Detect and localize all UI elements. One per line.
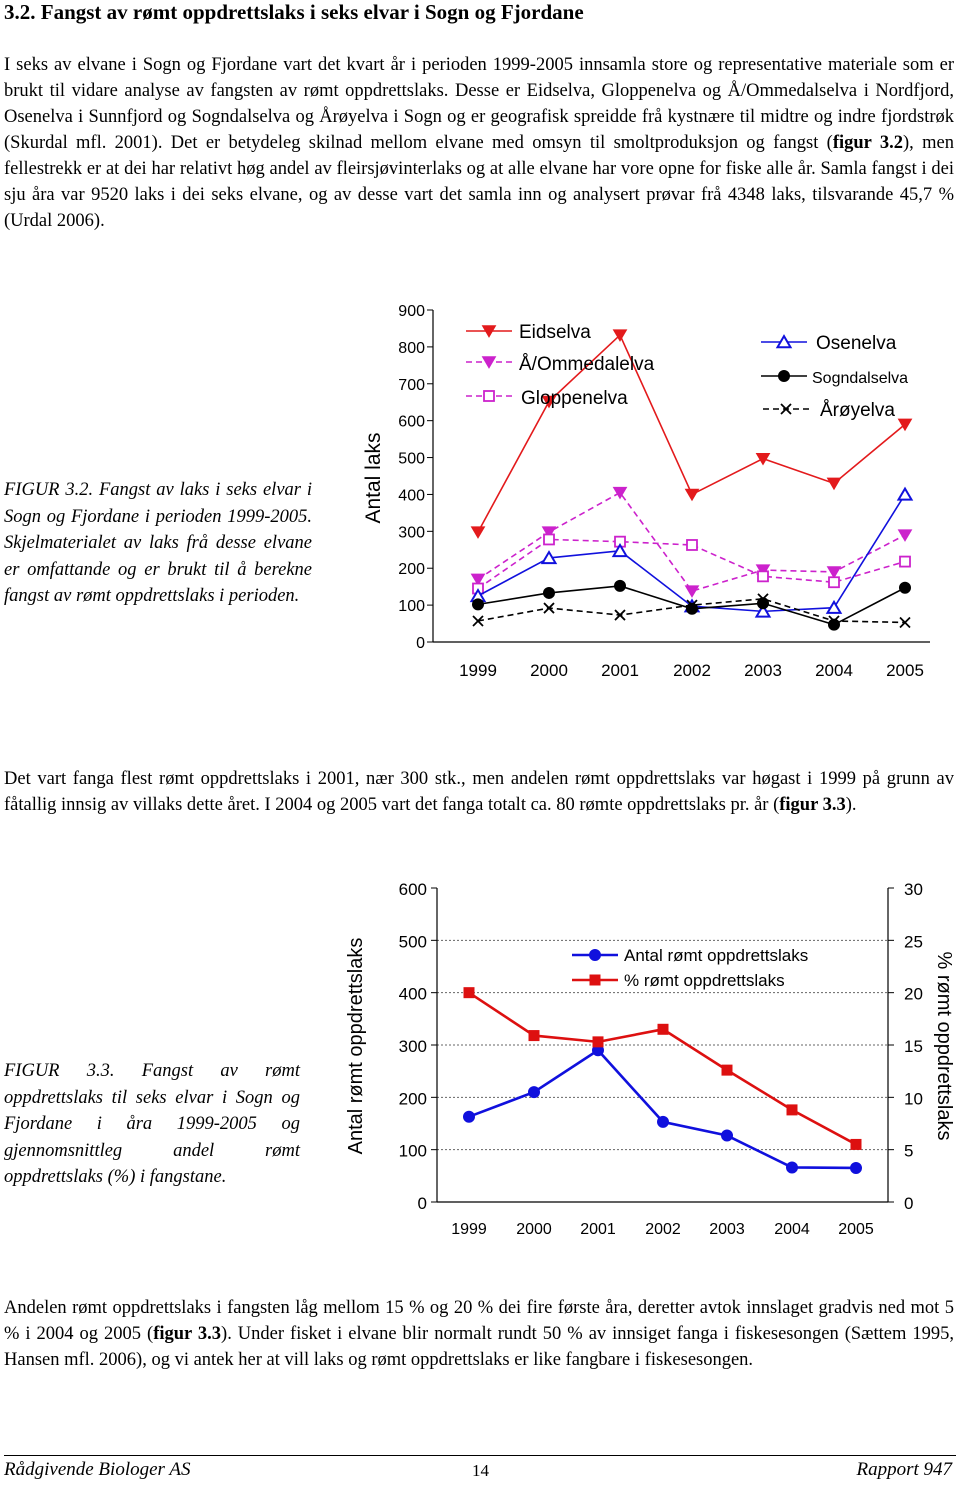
- y-tick-label: 500: [398, 450, 425, 468]
- legend-item: [572, 946, 808, 965]
- x-tick-label: 2005: [886, 661, 924, 680]
- y-tick-label: 100: [398, 598, 425, 616]
- figure-caption-3-2: FIGUR 3.2. Fangst av laks i seks elvar i Sogn og Fjordane i perioden 1999-2005. Skjelmaterialet av laks frå desse elvane er omfattande og er brukt til å berekne fangst av rømt oppdrettslaks i perioden.: [4, 480, 312, 606]
- y2-tick-label: 30: [904, 880, 923, 899]
- x-tick-label: 2004: [774, 1221, 810, 1238]
- legend-label: Sogndalselva: [812, 370, 909, 387]
- paragraph-text: ). Under fisket i elvane blir normalt rundt 50 % av innsiget fanga i fiskesesongen (Sættem 1995, Hansen mfl. 2006), og vi antek her at vill laks og rømt oppdrettslaks er like fangbare i fiskesesongen.: [4, 1324, 954, 1370]
- legend-label: Gloppenelva: [521, 388, 628, 409]
- x-tick-label: 1999: [459, 661, 497, 680]
- x-tick-label: 2004: [815, 661, 853, 680]
- y-tick-label: 700: [398, 376, 425, 394]
- legend-label: Eidselva: [519, 322, 591, 343]
- y-tick-label: 300: [398, 524, 425, 542]
- paragraph-share: [4, 1295, 954, 1373]
- paragraph-text: I seks av elvane i Sogn og Fjordane vart det kvart år i perioden 1999-2005 innsamla store og representative materiale som er brukt til vidare analyse av fangsten av rømt oppdrettslaks. Desse er Eidselva, Gloppenelva og Å/Ommedalselva i Nordfjord, Osenelva i Sunnfjord og Sogndalselva og Årøyelva i Sogn og er geografisk spreidde frå kystnære til midtre og indre fjordstrøk (Skurdal mfl. 2001). Det er betydeleg skilnad mellom elvane med omsyn til smoltproduksjon og fangst (: [4, 55, 954, 153]
- data-point: [787, 1105, 797, 1115]
- paragraph-text: ).: [845, 795, 857, 815]
- x-tick-label: 1999: [451, 1221, 487, 1238]
- data-point: [851, 1139, 861, 1149]
- data-point: [658, 1024, 668, 1034]
- figure-caption-3-3: FIGUR 3.3. Fangst av rømt oppdrettslaks til seks elvar i Sogn og Fjordane i åra 1999-2005 og gjennomsnittleg andel rømt oppdrettslaks (%) i fangstane.: [4, 1061, 300, 1187]
- y-tick-label: 100: [398, 1141, 427, 1161]
- legend-label: Å/Ommedalelva: [519, 354, 655, 375]
- y-axis-label: Antal rømt oppdrettslaks: [345, 937, 367, 1155]
- y-tick-label: 600: [398, 880, 427, 899]
- series-line: [469, 1050, 856, 1168]
- legend-label: Antal rømt oppdrettslaks: [624, 946, 809, 965]
- y-tick-label: 400: [398, 487, 425, 505]
- y-tick-label: 0: [417, 1194, 427, 1213]
- y-tick-label: 900: [398, 303, 425, 320]
- figure-reference: figur 3.3: [153, 1324, 222, 1344]
- footer-company: Rådgivende Biologer AS: [4, 1459, 191, 1480]
- y2-tick-label: 10: [904, 1089, 923, 1109]
- y-tick-label: 200: [398, 1089, 427, 1109]
- y2-tick-label: 20: [904, 984, 923, 1004]
- legend-marker: [590, 975, 600, 985]
- page-number: 14: [472, 1461, 489, 1480]
- x-tick-label: 2000: [530, 661, 568, 680]
- section-heading: 3.2. Fangst av rømt oppdrettslaks i seks elvar i Sogn og Fjordane: [4, 0, 584, 24]
- data-point: [464, 988, 474, 998]
- paragraph-text: Det vart fanga flest rømt oppdrettslaks i 2001, nær 300 stk., men andelen rømt oppdrettslaks var høgast i 1999 på grunn av fåtallig innsig av villaks dette året. I 2004 og 2005 vart det fanga totalt ca. 80 rømte oppdrettslaks pr. år (: [4, 769, 954, 815]
- data-point: [787, 1162, 798, 1173]
- footer-report: Rapport 947: [856, 1459, 952, 1480]
- y2-tick-label: 5: [904, 1141, 914, 1161]
- y-axis-label: Antal laks: [362, 432, 385, 524]
- x-tick-label: 2002: [645, 1221, 681, 1238]
- series-Antal rømt oppdrettslaks: [464, 1045, 862, 1174]
- y-tick-label: 300: [398, 1037, 427, 1056]
- y-tick-label: 200: [398, 561, 425, 579]
- x-tick-label: 2001: [601, 661, 639, 680]
- y-tick-label: 0: [416, 635, 425, 652]
- data-point: [529, 1031, 539, 1041]
- x-tick-label: 2000: [516, 1221, 552, 1238]
- legend-label: Årøyelva: [820, 400, 895, 421]
- data-point: [722, 1130, 733, 1141]
- legend-label: % rømt oppdrettslaks: [624, 971, 785, 990]
- y2-tick-label: 25: [904, 932, 923, 952]
- data-point: [529, 1087, 540, 1098]
- data-point: [722, 1065, 732, 1075]
- y-tick-label: 800: [398, 339, 425, 357]
- data-point: [464, 1111, 475, 1122]
- legend-item: [572, 971, 785, 990]
- y2-tick-label: 0: [904, 1194, 914, 1213]
- x-tick-label: 2002: [673, 661, 711, 680]
- y-tick-label: 400: [398, 984, 427, 1004]
- x-tick-label: 2003: [744, 661, 782, 680]
- legend-label: Osenelva: [816, 333, 897, 354]
- y-tick-label: 500: [398, 932, 427, 952]
- paragraph-text: ), men fellestrekk er at dei har relativt høg andel av fleirsjøvinterlaks og at alle elvane har vore opne for fiske alle år. Samla fangst i dei sju åra var 9520 laks i dei seks elvane, og av desse vart det samla inn og analysert prøvar frå 4348 laks, tilsvarande 45,7 % (Urdal 2006).: [4, 133, 954, 231]
- figure-reference: figur 3.3: [779, 795, 846, 815]
- data-point: [593, 1037, 603, 1047]
- y2-tick-label: 15: [904, 1037, 923, 1056]
- figure-reference: figur 3.2: [832, 133, 904, 153]
- data-point: [658, 1116, 669, 1127]
- y2-axis-label: % rømt oppdrettslaks: [933, 951, 955, 1141]
- y-tick-label: 600: [398, 413, 425, 431]
- x-tick-label: 2003: [709, 1221, 745, 1238]
- data-point: [851, 1162, 862, 1173]
- legend-marker: [590, 950, 601, 961]
- x-tick-label: 2005: [838, 1221, 874, 1238]
- footer-rule: [4, 1455, 956, 1456]
- x-tick-label: 2001: [580, 1221, 616, 1238]
- paragraph-text: Andelen rømt oppdrettslaks i fangsten låg mellom 15 % og 20 % dei fire første åra, deretter avtok innslaget gradvis ned mot 5 % i 2004 og 2005 (: [4, 1298, 954, 1344]
